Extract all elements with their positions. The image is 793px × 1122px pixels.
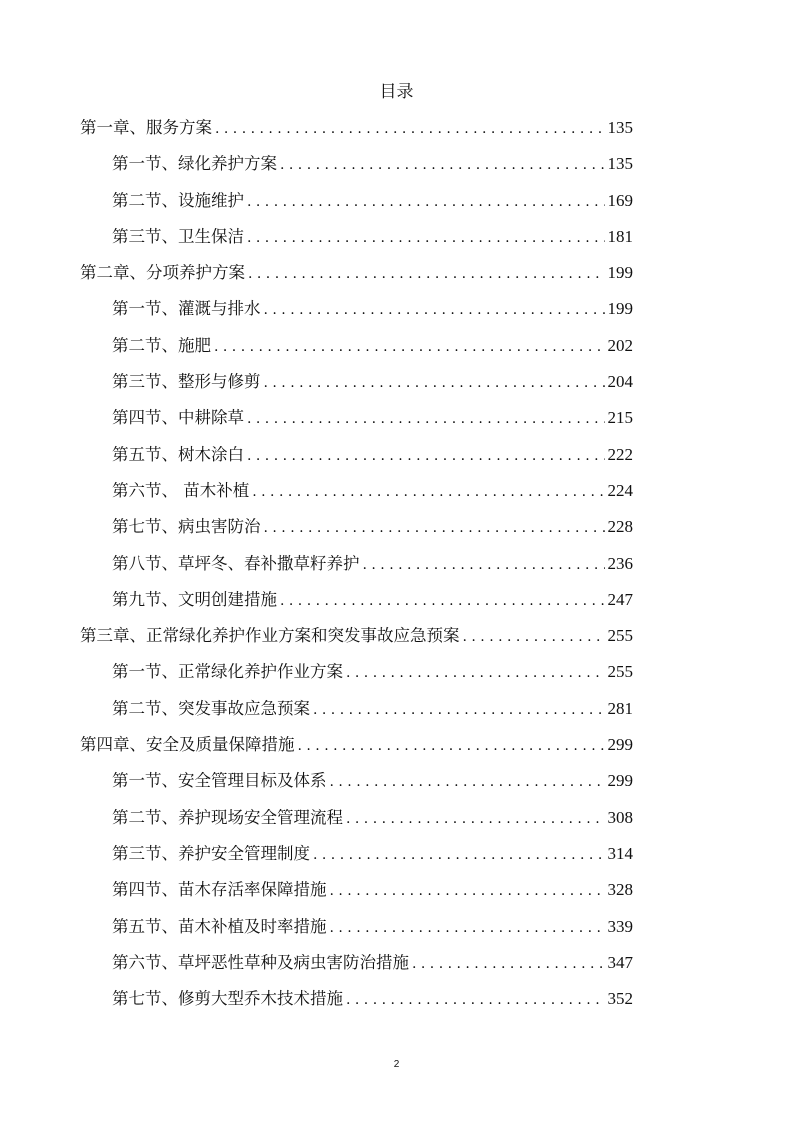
entry-page-number: 202	[607, 335, 633, 355]
toc-section-entry[interactable]	[80, 878, 633, 914]
entry-page-number: 299	[607, 735, 633, 755]
table-of-contents	[80, 116, 633, 1023]
toc-section-entry[interactable]	[80, 769, 633, 805]
entry-label: 第六节、 苗木补植	[112, 480, 250, 500]
dot-leader	[313, 843, 605, 867]
entry-label: 第一节、正常绿化养护作业方案	[112, 662, 343, 682]
entry-label: 第八节、草坪冬、春补撒草籽养护	[112, 553, 360, 573]
dot-leader	[247, 190, 605, 214]
toc-section-entry[interactable]	[80, 552, 633, 588]
dot-leader	[330, 770, 605, 794]
toc-section-entry[interactable]	[80, 479, 633, 515]
toc-section-entry[interactable]	[80, 515, 633, 551]
entry-page-number: 347	[607, 952, 633, 972]
dot-leader	[463, 625, 605, 649]
toc-section-entry[interactable]	[80, 334, 633, 370]
toc-section-entry[interactable]	[80, 297, 633, 333]
entry-label: 第一节、绿化养护方案	[112, 154, 277, 174]
dot-leader	[248, 262, 605, 286]
entry-page-number: 281	[607, 698, 633, 718]
toc-section-entry[interactable]	[80, 915, 633, 951]
entry-label: 第二节、施肥	[112, 335, 211, 355]
entry-label: 第一节、灌溉与排水	[112, 299, 261, 319]
toc-section-entry[interactable]	[80, 588, 633, 624]
dot-leader	[412, 952, 605, 976]
entry-page-number: 308	[607, 807, 633, 827]
entry-page-number: 255	[607, 626, 633, 646]
toc-section-entry[interactable]	[80, 189, 633, 225]
toc-section-entry[interactable]	[80, 951, 633, 987]
entry-label: 第四章、安全及质量保障措施	[80, 735, 295, 755]
dot-leader	[280, 589, 605, 613]
entry-page-number: 339	[607, 916, 633, 936]
entry-page-number: 247	[607, 589, 633, 609]
entry-page-number: 352	[607, 989, 633, 1009]
entry-page-number: 314	[607, 843, 633, 863]
entry-label: 第二节、突发事故应急预案	[112, 698, 310, 718]
toc-section-entry[interactable]	[80, 660, 633, 696]
toc-section-entry[interactable]	[80, 987, 633, 1023]
entry-label: 第九节、文明创建措施	[112, 589, 277, 609]
entry-page-number: 224	[607, 480, 633, 500]
dot-leader	[264, 298, 605, 322]
entry-label: 第七节、病虫害防治	[112, 517, 261, 537]
dot-leader	[252, 480, 604, 504]
dot-leader	[247, 407, 605, 431]
entry-page-number: 299	[607, 771, 633, 791]
entry-page-number: 222	[607, 444, 633, 464]
entry-page-number: 135	[607, 154, 633, 174]
entry-page-number: 228	[607, 517, 633, 537]
toc-section-entry[interactable]	[80, 806, 633, 842]
entry-page-number: 215	[607, 408, 633, 428]
entry-label: 第三章、正常绿化养护作业方案和突发事故应急预案	[80, 626, 460, 646]
entry-page-number: 255	[607, 662, 633, 682]
entry-page-number: 199	[607, 299, 633, 319]
entry-label: 第三节、养护安全管理制度	[112, 843, 310, 863]
entry-page-number: 328	[607, 880, 633, 900]
toc-chapter-entry[interactable]	[80, 733, 633, 769]
entry-label: 第三节、整形与修剪	[112, 372, 261, 392]
entry-page-number: 236	[607, 553, 633, 573]
dot-leader	[346, 988, 605, 1012]
dot-leader	[264, 516, 605, 540]
entry-label: 第一节、安全管理目标及体系	[112, 771, 327, 791]
dot-leader	[215, 117, 605, 141]
dot-leader	[363, 553, 605, 577]
entry-label: 第七节、修剪大型乔木技术措施	[112, 989, 343, 1009]
entry-label: 第四节、中耕除草	[112, 408, 244, 428]
entry-page-number: 169	[607, 190, 633, 210]
dot-leader	[247, 226, 605, 250]
dot-leader	[346, 807, 605, 831]
toc-chapter-entry[interactable]	[80, 116, 633, 152]
entry-page-number: 199	[607, 263, 633, 283]
dot-leader	[264, 371, 605, 395]
dot-leader	[247, 444, 605, 468]
dot-leader	[214, 335, 605, 359]
toc-section-entry[interactable]	[80, 225, 633, 261]
toc-section-entry[interactable]	[80, 152, 633, 188]
entry-label: 第二节、设施维护	[112, 190, 244, 210]
toc-title: 目录	[379, 82, 414, 102]
entry-label: 第二章、分项养护方案	[80, 263, 245, 283]
entry-label: 第五节、苗木补植及时率措施	[112, 916, 327, 936]
toc-chapter-entry[interactable]	[80, 624, 633, 660]
dot-leader	[313, 698, 605, 722]
dot-leader	[298, 734, 605, 758]
dot-leader	[346, 661, 605, 685]
toc-section-entry[interactable]	[80, 842, 633, 878]
entry-page-number: 204	[607, 372, 633, 392]
dot-leader	[280, 153, 605, 177]
toc-section-entry[interactable]	[80, 697, 633, 733]
toc-section-entry[interactable]	[80, 443, 633, 479]
toc-chapter-entry[interactable]	[80, 261, 633, 297]
entry-label: 第三节、卫生保洁	[112, 226, 244, 246]
entry-label: 第一章、服务方案	[80, 118, 212, 137]
entry-page-number: 181	[607, 226, 633, 246]
entry-page-number: 135	[607, 118, 633, 137]
entry-label: 第四节、苗木存活率保障措施	[112, 880, 327, 900]
page-number: 2	[393, 1059, 400, 1070]
entry-label: 第五节、树木涂白	[112, 444, 244, 464]
entry-label: 第六节、草坪恶性草种及病虫害防治措施	[112, 952, 409, 972]
dot-leader	[330, 916, 605, 940]
dot-leader	[330, 879, 605, 903]
toc-section-entry[interactable]	[80, 370, 633, 406]
entry-label: 第二节、养护现场安全管理流程	[112, 807, 343, 827]
toc-section-entry[interactable]	[80, 406, 633, 442]
